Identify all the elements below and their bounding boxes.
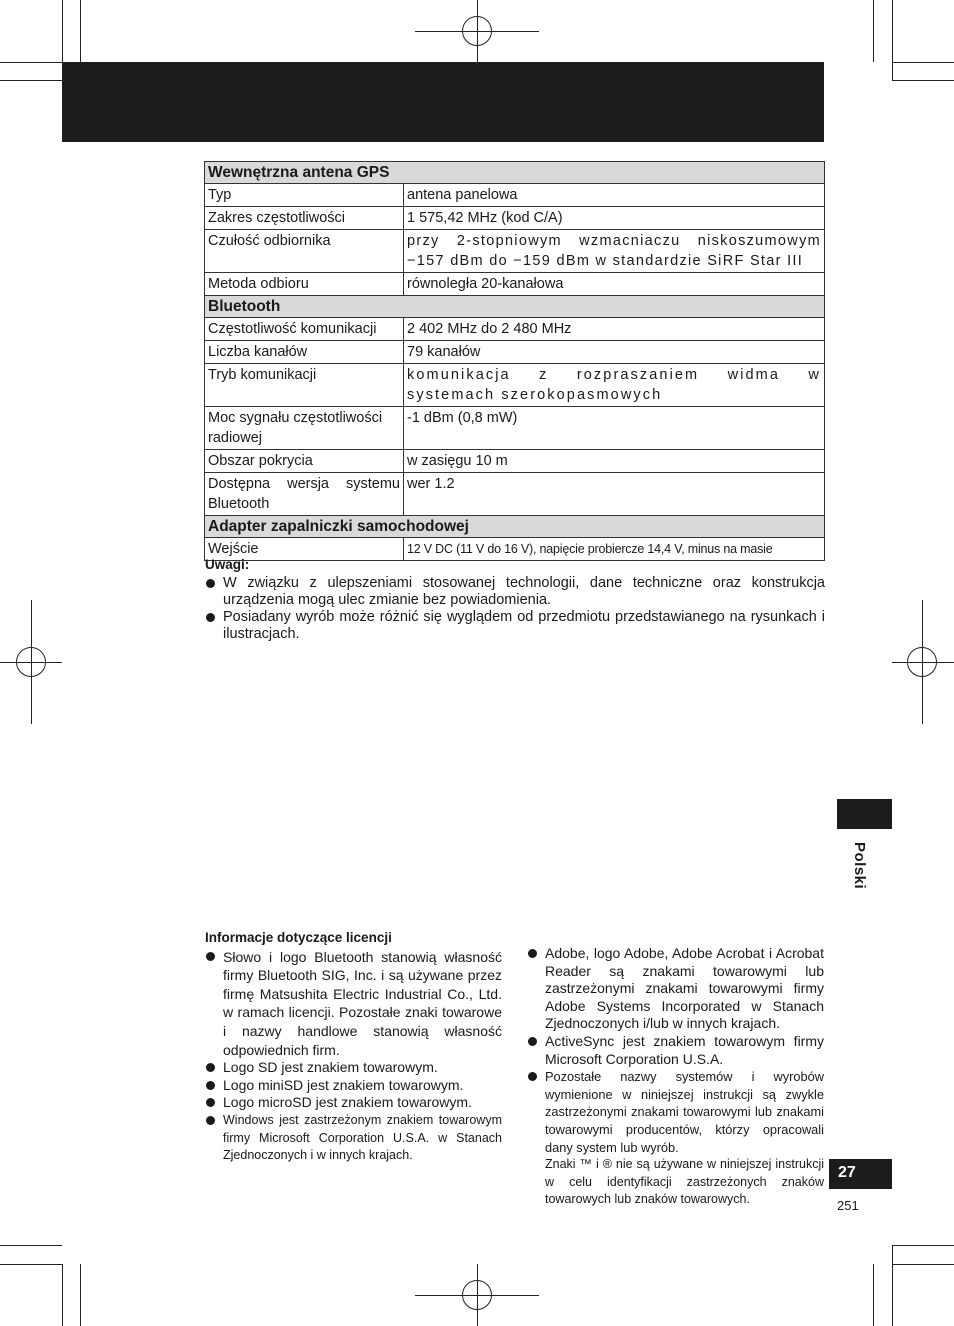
license-column-right bbox=[527, 945, 824, 1209]
list-item bbox=[527, 1068, 824, 1156]
list-item bbox=[205, 948, 502, 1060]
table-row bbox=[205, 364, 825, 407]
crop-mark bbox=[873, 0, 874, 62]
license-text: Logo microSD jest znakiem towarowym. bbox=[223, 1094, 472, 1111]
crop-mark bbox=[892, 1245, 954, 1246]
bullet-icon bbox=[528, 1037, 537, 1046]
language-label: Polski bbox=[851, 842, 868, 890]
list-item bbox=[205, 575, 825, 609]
list-item bbox=[205, 1077, 502, 1095]
bullet-icon bbox=[528, 1072, 537, 1081]
table-row bbox=[205, 450, 825, 473]
row-value: 2 402 MHz do 2 480 MHz bbox=[404, 318, 825, 341]
bullet-icon bbox=[206, 1098, 215, 1107]
crop-mark bbox=[892, 1245, 893, 1326]
spec-table bbox=[204, 161, 825, 561]
crop-mark bbox=[892, 62, 954, 63]
license-text: Adobe, logo Adobe, Adobe Acrobat i Acrobat Reader są znakami towarowymi lub zastrzeżonymi znakami towarowymi firmy Adobe Systems Incorporated w Stanach Zjednoczonych i/lub w innych krajach. bbox=[545, 945, 824, 1032]
list-item bbox=[527, 1033, 824, 1068]
row-label: Metoda odbioru bbox=[205, 273, 404, 296]
crop-mark bbox=[0, 80, 62, 81]
list-item bbox=[527, 945, 824, 1033]
license-text: Słowo i logo Bluetooth stanowią własność firmy Bluetooth SIG, Inc. i są używane przez firmę Matsushita Electric Industrial Co., Ltd. w ramach licencji. Pozostałe znaki towarowe i nazwy handlowe stanowią własność odpowiednich firm. bbox=[223, 948, 502, 1058]
crop-mark bbox=[0, 62, 62, 63]
section-header: Wewnętrzna antena GPS bbox=[205, 162, 825, 184]
table-row bbox=[205, 230, 825, 273]
list-item bbox=[205, 1112, 502, 1165]
table-row bbox=[205, 407, 825, 450]
row-label: Tryb komunikacji bbox=[205, 364, 404, 407]
row-value: przy 2-stopniowym wzmacniaczu niskoszumowym −157 dBm do −159 dBm w standardzie SiRF Star III bbox=[404, 230, 825, 273]
bullet-icon bbox=[206, 613, 215, 622]
license-text: Windows jest zastrzeżonym znakiem towarowym firmy Microsoft Corporation U.S.A. w Stanach Zjednoczonych i w innych krajach. bbox=[223, 1112, 502, 1163]
row-label: Obszar pokrycia bbox=[205, 450, 404, 473]
section-header: Adapter zapalniczki samochodowej bbox=[205, 516, 825, 538]
registration-mark bbox=[16, 647, 46, 677]
license-text: Logo SD jest znakiem towarowym. bbox=[223, 1059, 438, 1076]
row-label: Częstotliwość komunikacji bbox=[205, 318, 404, 341]
license-title: Informacje dotyczące licencji bbox=[205, 930, 392, 945]
row-label: Liczba kanałów bbox=[205, 341, 404, 364]
crop-mark bbox=[80, 0, 81, 62]
row-value: równoległa 20-kanałowa bbox=[404, 273, 825, 296]
crop-mark bbox=[873, 1264, 874, 1326]
license-column-left bbox=[205, 929, 502, 1165]
table-row bbox=[205, 341, 825, 364]
list-item bbox=[205, 609, 825, 643]
crop-mark bbox=[0, 1245, 62, 1246]
registration-mark bbox=[907, 647, 937, 677]
license-text: Logo miniSD jest znakiem towarowym. bbox=[223, 1076, 464, 1093]
row-label: Wejście bbox=[205, 538, 404, 561]
page-tab-number: 27 bbox=[838, 1164, 856, 1181]
bullet-icon bbox=[206, 1063, 215, 1072]
license-text: Pozostałe nazwy systemów i wyrobów wymienione w niniejszej instrukcji są zwykle zastrzeżonymi znakami towarowymi lub znakami towarowymi producentów, którzy opracowali dany system lub wyrób. bbox=[545, 1069, 824, 1155]
note-text: Posiadany wyrób może różnić się wyglądem od przedmiotu przedstawianego na rysunkach i ilustracjach. bbox=[223, 609, 825, 642]
crop-mark bbox=[0, 1264, 62, 1265]
row-label: Zakres częstotliwości bbox=[205, 207, 404, 230]
section-header: Bluetooth bbox=[205, 296, 825, 318]
row-value: komunikacja z rozpraszaniem widma w systemach szerokopasmowych bbox=[404, 364, 825, 407]
row-label: Czułość odbiornika bbox=[205, 230, 404, 273]
row-value: -1 dBm (0,8 mW) bbox=[404, 407, 825, 450]
notes-section bbox=[205, 556, 825, 643]
row-value: 1 575,42 MHz (kod C/A) bbox=[404, 207, 825, 230]
license-text: ActiveSync jest znakiem towarowym firmy Microsoft Corporation U.S.A. bbox=[545, 1032, 824, 1067]
crop-mark bbox=[80, 1264, 81, 1326]
row-value: 79 kanałów bbox=[404, 341, 825, 364]
list-item bbox=[205, 1094, 502, 1112]
bullet-icon bbox=[206, 952, 215, 961]
registration-mark bbox=[462, 16, 492, 46]
trademark-note: Znaki ™ i ® nie są używane w niniejszej instrukcji w celu identyfikacji zastrzeżonych znaków towarowych lub znaków towarowych. bbox=[545, 1157, 824, 1207]
crop-mark bbox=[62, 1264, 63, 1326]
row-value: wer 1.2 bbox=[404, 473, 825, 516]
crop-mark bbox=[892, 0, 893, 80]
row-value: 12 V DC (11 V do 16 V), napięcie probiercze 14,4 V, minus na masie bbox=[404, 538, 825, 561]
crop-mark bbox=[62, 0, 63, 62]
registration-mark bbox=[462, 1280, 492, 1310]
row-label: Moc sygnału częstotliwości radiowej bbox=[205, 407, 404, 450]
bullet-icon bbox=[528, 949, 537, 958]
table-row bbox=[205, 473, 825, 516]
table-row bbox=[205, 184, 825, 207]
header-bar bbox=[62, 62, 824, 142]
table-row bbox=[205, 273, 825, 296]
notes-title: Uwagi: bbox=[205, 557, 250, 572]
row-value: antena panelowa bbox=[404, 184, 825, 207]
bullet-icon bbox=[206, 1081, 215, 1090]
page-number: 251 bbox=[837, 1198, 859, 1213]
crop-mark bbox=[892, 80, 954, 81]
bullet-icon bbox=[206, 1116, 215, 1125]
table-row bbox=[205, 207, 825, 230]
list-item bbox=[205, 1059, 502, 1077]
row-label: Dostępna wersja systemu Bluetooth bbox=[205, 473, 404, 516]
note-text: W związku z ulepszeniami stosowanej technologii, dane techniczne oraz konstrukcja urządzenia mogą ulec zmianie bez powiadomienia. bbox=[223, 575, 825, 608]
crop-mark bbox=[892, 1264, 954, 1265]
bullet-icon bbox=[206, 579, 215, 588]
row-value: w zasięgu 10 m bbox=[404, 450, 825, 473]
page-tab bbox=[829, 1159, 892, 1189]
row-label: Typ bbox=[205, 184, 404, 207]
table-row bbox=[205, 318, 825, 341]
side-tab-marker bbox=[837, 799, 892, 829]
